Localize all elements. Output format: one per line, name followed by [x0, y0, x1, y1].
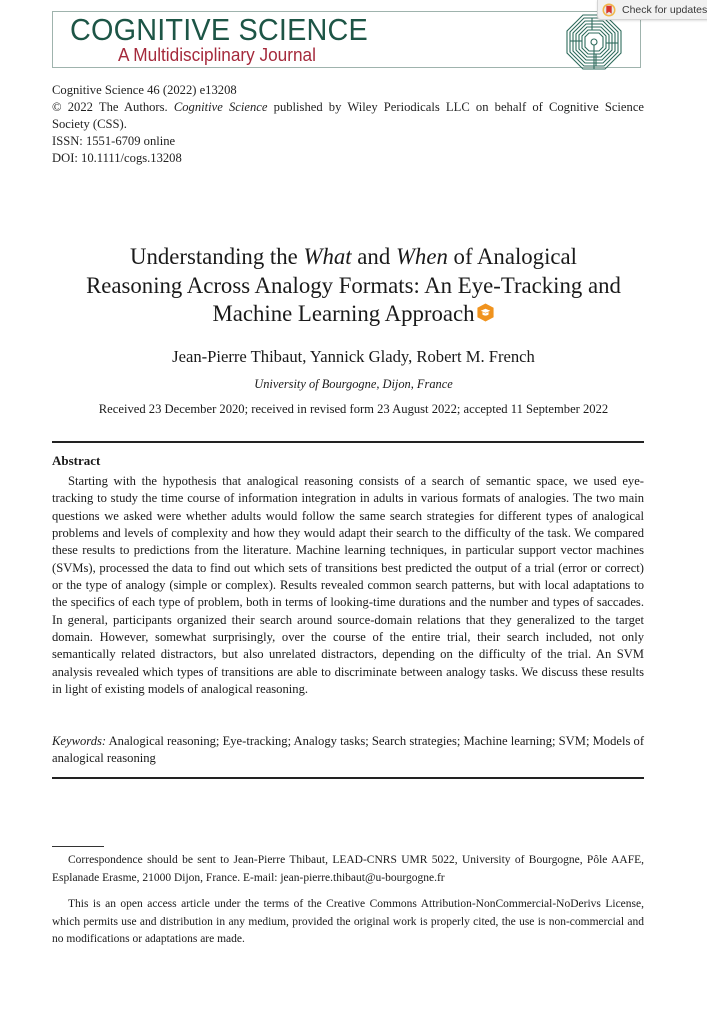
title-line-3: Machine Learning Approach: [40, 300, 667, 330]
copyright-line-2: Society (CSS).: [52, 117, 127, 131]
labyrinth-logo-icon: [566, 14, 622, 70]
abstract-bottom-rule: [52, 777, 644, 779]
bookmark-badge-icon: [602, 3, 616, 17]
check-for-updates-button[interactable]: [597, 0, 707, 20]
affiliation: University of Bourgogne, Dijon, France: [254, 377, 453, 391]
issn: ISSN: 1551-6709 online: [52, 134, 176, 148]
citation: Cognitive Science 46 (2022) e13208: [52, 83, 237, 97]
abstract-body: Starting with the hypothesis that analogical reasoning consists of a search of semantic space, we used eye-tracking to study the time course of information integration in adults in various formats of analogies. The two main questions we asked were whether adults would follow the same search strategies for different types of analogical problems and levels of complexity and how they would adapt their search to the difficulty of the task. We compared these results to predictions from the literature. Machine learning techniques, in particular support vector machines (SVMs), processed the data to find out which sets of transitions best predicted the output of a trial (error or correct) or the type of analogy (simple or complex). Results revealed common search patterns, but with local adaptations to the specifics of each type of problem, both in terms of looking-time durations and the number and types of saccades. In general, participants organized their search around source-domain relations that they generalized to the target domain. However, somewhat surprisingly, over the course of the entire trial, their search included, not only semantically related distractors, but also unrelated distractors, depending on the difficulty of the trial. An SVM analysis revealed which types of transitions are able to discriminate between analogy tasks. We discuss these results in light of existing models of analogical reasoning.: [52, 474, 644, 697]
copyright-line: © 2022 The Authors. Cognitive Science published by Wiley Periodicals LLC on behalf of Cognitive Science: [52, 100, 644, 114]
title-line-2: Reasoning Across Analogy Formats: An Eye-Tracking and: [86, 272, 621, 298]
open-access-badge-icon[interactable]: [476, 301, 495, 330]
article-metadata: [52, 82, 644, 167]
correspondence-footnote: Correspondence should be sent to Jean-Pierre Thibaut, LEAD-CNRS UMR 5022, University of Bourgogne, Pôle AAFE, Esplanade Erasme, 21000 Dijon, France. E-mail: jean-pierre.thibaut@u-bourgogne.fr: [52, 854, 644, 884]
title-line-1: Understanding the What and When of Analogical: [130, 244, 577, 269]
abstract-heading: Abstract: [52, 453, 101, 468]
article-title: [40, 243, 667, 330]
abstract-top-rule: [52, 441, 644, 443]
doi[interactable]: DOI: 10.1111/cogs.13208: [52, 151, 182, 165]
check-for-updates-label: Check for updates: [622, 3, 707, 16]
license-footnote: This is an open access article under the terms of the Creative Commons Attribution-NonCommercial-NoDerivs License, which permits use and distribution in any medium, provided the original work is properly cited, the use is non-commercial and no modifications or adaptations are made.: [52, 898, 644, 945]
footnote-rule: [52, 846, 104, 847]
copyright-journal: Cognitive Science: [173, 100, 268, 114]
journal-subtitle: A Multidisciplinary Journal: [118, 44, 316, 65]
received-dates: Received 23 December 2020; received in revised form 23 August 2022; accepted 11 September 2022: [98, 402, 609, 416]
authors: Jean-Pierre Thibaut, Yannick Glady, Robert M. French: [172, 347, 535, 366]
keywords-label: Keywords:: [52, 734, 107, 748]
keywords: [52, 733, 644, 768]
journal-title: COGNITIVE SCIENCE: [70, 12, 368, 47]
keywords-list: Analogical reasoning; Eye-tracking; Analogy tasks; Search strategies; Machine learning; SVM; Models of analogical reasoning: [52, 734, 645, 766]
